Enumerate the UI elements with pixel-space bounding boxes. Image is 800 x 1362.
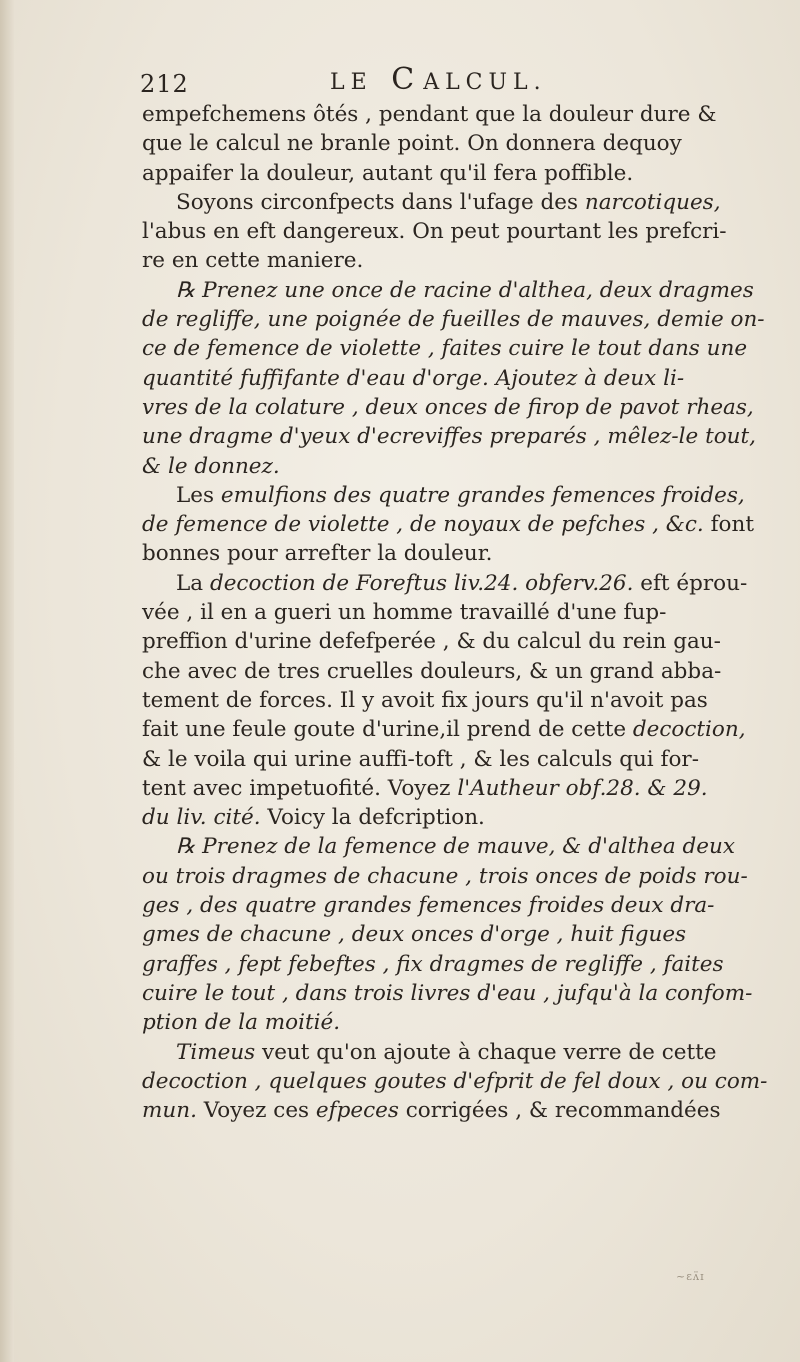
text-segment: corrigées , & recommandées — [398, 1098, 721, 1124]
text-line — [142, 1096, 782, 1125]
page-header — [140, 62, 700, 102]
text-segment: l'abus en eft dangereux. On peut pourtant les prefcri- — [142, 219, 727, 245]
text-segment: Voicy la defcription. — [260, 805, 485, 831]
italic-text: ce de femence de violette , faites cuire le tout dans une — [142, 336, 748, 362]
running-head-rest: ALCUL. — [423, 70, 547, 95]
italic-text: l'Autheur obf.28. & 29. — [457, 775, 708, 801]
text-segment: eft éprou- — [633, 570, 748, 596]
text-line — [142, 920, 782, 949]
text-line — [142, 627, 782, 656]
text-segment: re en cette maniere. — [142, 248, 364, 274]
text-line — [142, 657, 782, 686]
text-line — [142, 334, 782, 363]
running-head-c: C — [391, 62, 424, 97]
italic-text: gmes de chacune , deux onces d'orge , huit figues — [142, 922, 687, 948]
italic-text: ℞ Prenez une once de racine d'althea, deux dragmes — [176, 277, 754, 303]
text-line — [142, 100, 782, 129]
text-line — [142, 774, 782, 803]
text-segment: tent avec impetuofité. Voyez — [142, 775, 458, 801]
text-line — [142, 950, 782, 979]
italic-text: de regliffe, une poignée de fueilles de mauves, demie on- — [142, 307, 765, 333]
binding-gutter — [0, 0, 14, 1362]
italic-text: ou trois dragmes de chacune , trois onces de poids rou- — [142, 863, 748, 889]
text-segment: Les — [176, 482, 221, 508]
italic-text: decoction , quelques goutes d'efprit de fel doux , ou com- — [142, 1068, 768, 1094]
text-segment: bonnes pour arrefter la douleur. — [142, 541, 493, 567]
italic-text: de femence de violette , de noyaux de pefches , &c. — [142, 512, 704, 538]
text-line — [142, 686, 782, 715]
text-line — [142, 188, 782, 217]
text-line — [142, 745, 782, 774]
italic-text: & le donnez. — [142, 453, 280, 479]
text-line — [142, 159, 782, 188]
text-line — [142, 364, 782, 393]
text-line — [142, 217, 782, 246]
italic-text: mun. — [142, 1098, 197, 1124]
text-line — [142, 715, 782, 744]
text-segment: fait une feule goute d'urine,il prend de cette — [142, 717, 633, 743]
text-line — [142, 862, 782, 891]
italic-text: emulfions des quatre grandes femences froides, — [220, 482, 745, 508]
text-line — [142, 832, 782, 861]
text-segment: preffion d'urine defefperée , & du calcul du rein gau- — [142, 629, 721, 655]
page-number: 212 — [140, 70, 189, 98]
text-segment: Voyez ces — [196, 1098, 316, 1124]
italic-text: vres de la colature , deux onces de firop de pavot rheas, — [142, 394, 754, 420]
italic-text: Timeus — [176, 1039, 256, 1065]
italic-text: narcotiques, — [584, 189, 721, 215]
text-line — [142, 1038, 782, 1067]
text-line — [142, 246, 782, 275]
text-segment: La — [176, 570, 210, 596]
italic-text: quantité fuffifante d'eau d'orge. Ajoutez à deux li- — [142, 365, 685, 391]
running-head-le: LE — [330, 70, 373, 95]
text-line — [142, 1008, 782, 1037]
text-line — [142, 1067, 782, 1096]
text-segment: & le voila qui urine auffi-toft , & les calculs qui for- — [142, 746, 699, 772]
text-line — [142, 510, 782, 539]
text-segment: tement de forces. Il y avoit fix jours qu'il n'avoit pas — [142, 687, 708, 713]
text-segment: veut qu'on ajoute à chaque verre de cette — [255, 1039, 717, 1065]
text-line — [142, 452, 782, 481]
text-segment: empefchemens ôtés , pendant que la douleur dure & — [142, 102, 717, 127]
text-segment: che avec de tres cruelles douleurs, & un grand abba- — [142, 658, 722, 684]
text-line — [142, 539, 782, 568]
body-text — [142, 100, 782, 1125]
italic-text: ges , des quatre grandes femences froides deux dra- — [142, 893, 715, 919]
italic-text: decoction, — [632, 717, 746, 743]
italic-text: graffes , fept febeftes , fix dragmes de regliffe , faites — [142, 951, 724, 977]
footer-mark: ~ɛᴧ̈ɪ — [676, 1270, 705, 1283]
text-line — [142, 891, 782, 920]
text-line — [142, 803, 782, 832]
italic-text: ption de la moitié. — [142, 1010, 341, 1036]
italic-text: cuire le tout , dans trois livres d'eau , jufqu'à la confom- — [142, 980, 753, 1006]
italic-text: decoction de Foreftus liv.24. obferv.26. — [209, 570, 634, 596]
text-segment: font — [703, 512, 754, 538]
text-line — [142, 422, 782, 451]
text-line — [142, 569, 782, 598]
text-line — [142, 276, 782, 305]
italic-text: du liv. cité. — [142, 805, 261, 831]
italic-text: ℞ Prenez de la femence de mauve, & d'althea deux — [176, 834, 735, 860]
text-line — [142, 129, 782, 158]
text-line — [142, 305, 782, 334]
italic-text: efpeces — [315, 1098, 399, 1124]
text-line — [142, 393, 782, 422]
text-segment: que le calcul ne branle point. On donnera dequoy — [142, 131, 682, 157]
text-segment: vée , il en a gueri un homme travaillé d'une fup- — [142, 600, 667, 626]
text-segment: appaifer la douleur, autant qu'il fera poffible. — [142, 160, 634, 186]
text-segment: Soyons circonfpects dans l'ufage des — [176, 189, 585, 215]
text-line — [142, 598, 782, 627]
italic-text: une dragme d'yeux d'ecreviffes preparés , mêlez-le tout, — [142, 424, 756, 450]
text-line — [142, 979, 782, 1008]
running-head — [330, 62, 547, 97]
text-line — [142, 481, 782, 510]
